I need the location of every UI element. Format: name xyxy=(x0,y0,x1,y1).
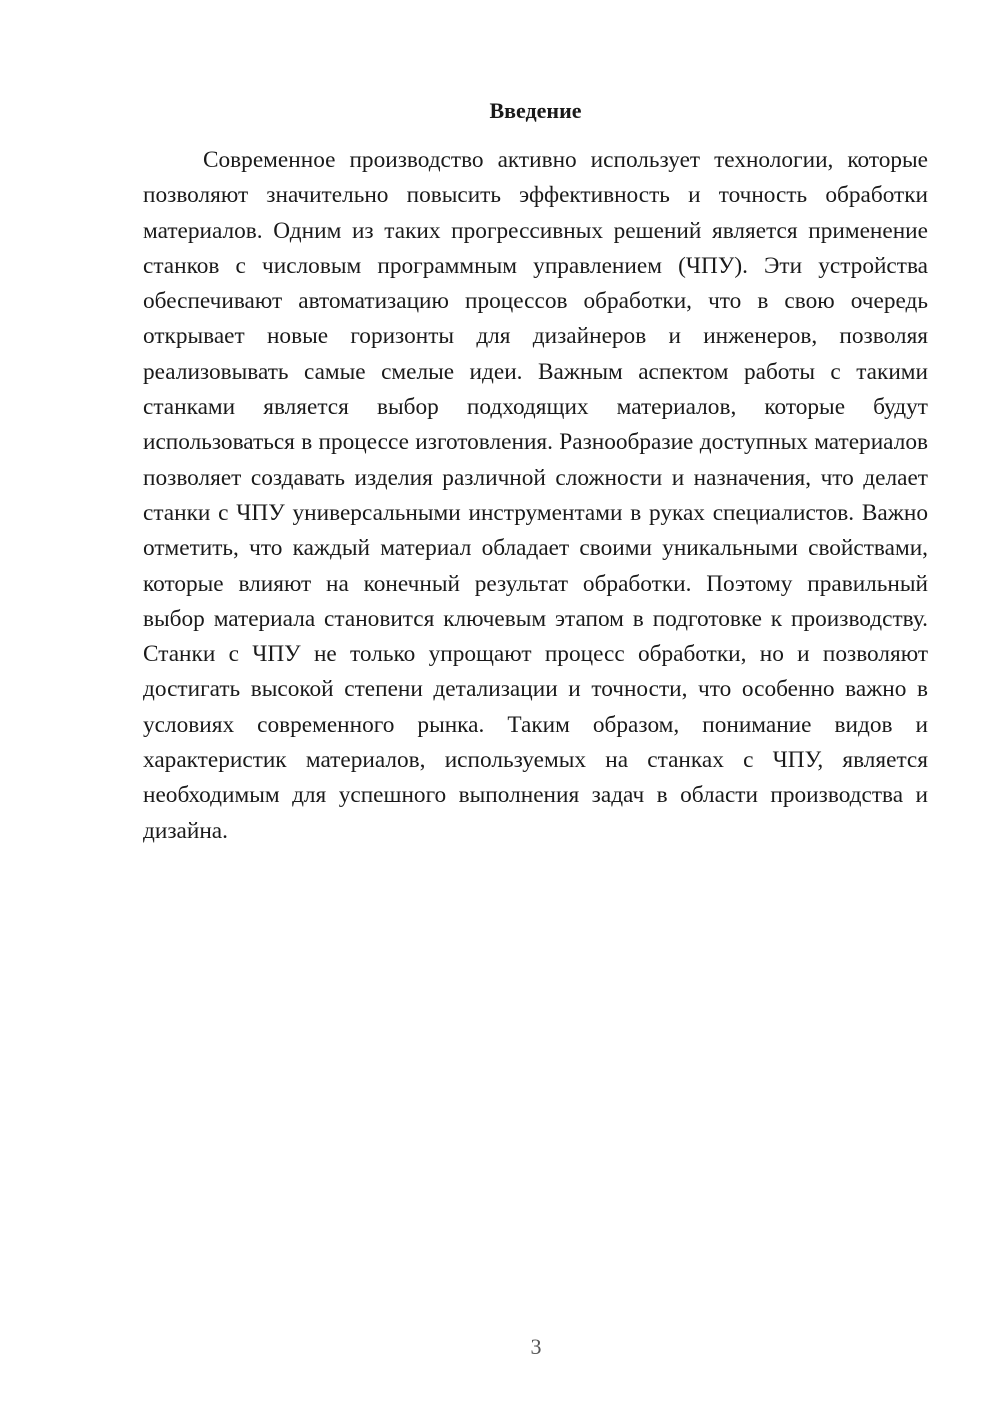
section-heading: Введение xyxy=(489,98,582,123)
page-number: 3 xyxy=(530,1334,542,1359)
body-paragraph: Современное производство активно использует технологии, которые позволяют значительно повысить эффективность и точность обработки материалов. Одним из таких прогрессивных решений является применение станков с числовым программным управлением (ЧПУ). Эти устройства обеспечивают автоматизацию процессов обработки, что в свою очередь открывает новые горизонты для дизайнеров и инженеров, позволяя реализовывать самые смелые идеи. Важным аспектом работы с такими станками является выбор подходящих материалов, которые будут использоваться в процессе изготовления. Разнообразие доступных материалов позволяет создавать изделия различной сложности и назначения, что делает станки с ЧПУ универсальными инструментами в руках специалистов. Важно отметить, что каждый материал обладает своими уникальными свойствами, которые влияют на конечный результат обработки. Поэтому правильный выбор материала становится ключевым этапом в подготовке к производству. Станки с ЧПУ не только упрощают процесс обработки, но и позволяют достигать высокой степени детализации и точности, что особенно важно в условиях современного рынка. Таким образом, понимание видов и характеристик материалов, используемых на станках с ЧПУ, является необходимым для успешного выполнения задач в области производства и дизайна. xyxy=(143,147,928,844)
